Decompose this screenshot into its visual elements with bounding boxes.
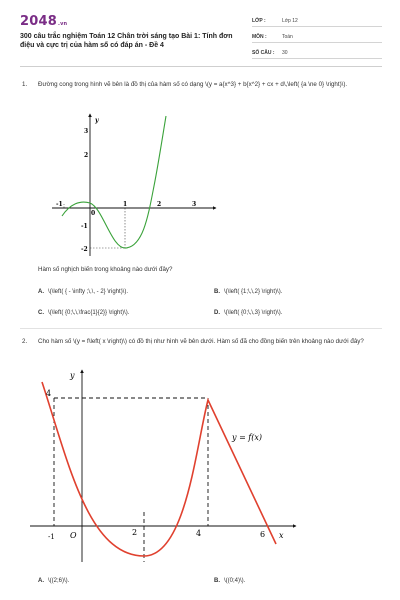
q1-option-a[interactable] bbox=[38, 289, 128, 295]
q1-option-b[interactable] bbox=[214, 289, 282, 295]
q1-curve bbox=[62, 116, 166, 248]
meta-subject-row bbox=[252, 30, 382, 43]
q1-x-tick-2: 2 bbox=[157, 201, 162, 208]
q2-x-tick-2: 2 bbox=[132, 528, 138, 537]
q1-x-tick-minus1: -1 bbox=[56, 201, 63, 208]
q2-x-tick-4: 4 bbox=[196, 529, 202, 538]
q2-origin-label: O bbox=[70, 531, 77, 540]
document-title: 300 câu trắc nghiệm Toán 12 Chân trời sáng tạo Bài 1: Tính đơn điệu và cực trị của hàm số có đáp án - Đề 4 bbox=[20, 33, 233, 49]
q2-curve bbox=[42, 382, 276, 556]
q1-y-tick-minus1: -1 bbox=[81, 223, 88, 230]
meta-class-value: Lớp 12 bbox=[282, 18, 298, 24]
q2-option-a-letter: A. bbox=[38, 578, 44, 584]
q1-option-d-letter: D. bbox=[214, 310, 220, 316]
meta-class-label: LỚP : bbox=[252, 18, 266, 24]
meta-count-row bbox=[252, 46, 382, 59]
q2-curve-label: y = f(x) bbox=[232, 433, 263, 442]
question-2-number: 2. bbox=[22, 338, 28, 345]
q1-option-b-text: \(\left( {1;\,\,2} \right)\). bbox=[224, 289, 283, 295]
meta-count-label: SỐ CÂU : bbox=[252, 50, 275, 56]
q1-y-tick-2: 2 bbox=[84, 152, 89, 159]
q2-y-axis-label: y bbox=[70, 371, 75, 380]
q2-option-a[interactable] bbox=[38, 578, 69, 584]
site-logo[interactable] bbox=[20, 14, 67, 29]
q1-y-tick-3: 3 bbox=[84, 128, 89, 135]
q1-option-d[interactable] bbox=[214, 310, 282, 316]
q2-x-axis-label: x bbox=[279, 531, 284, 540]
logo-suffix: .vn bbox=[57, 21, 68, 27]
q2-x-tick-6: 6 bbox=[260, 530, 266, 539]
question-divider bbox=[20, 328, 382, 329]
question-1-number: 1. bbox=[22, 81, 28, 88]
q2-option-b-text: \((0;4)\). bbox=[224, 578, 246, 584]
q1-option-c-letter: C. bbox=[38, 310, 44, 316]
document-meta bbox=[252, 14, 382, 62]
meta-subject-value: Toán bbox=[282, 34, 293, 40]
logo-text: 2048 bbox=[20, 14, 57, 29]
q2-option-b[interactable] bbox=[214, 578, 245, 584]
q1-option-a-letter: A. bbox=[38, 289, 44, 295]
q1-option-c[interactable] bbox=[38, 310, 129, 316]
q1-option-b-letter: B. bbox=[214, 289, 220, 295]
q1-option-c-text: \(\left( {0;\,\,\frac{1}{2}} \right)\). bbox=[48, 310, 130, 316]
header-divider bbox=[20, 66, 382, 67]
meta-count-value: 30 bbox=[282, 50, 288, 56]
q1-option-a-text: \(\left( { - \infty ;\,\, - 2} \right)\). bbox=[48, 289, 129, 295]
q2-x-tick-minus1: -1 bbox=[48, 533, 55, 541]
question-2-graph bbox=[28, 366, 300, 564]
question-1-graph bbox=[48, 112, 220, 260]
q1-x-tick-3: 3 bbox=[192, 201, 197, 208]
question-1-text: Đường cong trong hình vẽ bên là đồ thị của hàm số có dạng \(y = a{x^3} + b{x^2} + cx + d\,\left( {a \ne 0} \right)\). bbox=[38, 81, 348, 88]
q1-x-tick-1: 1 bbox=[123, 201, 128, 208]
q2-option-b-letter: B. bbox=[214, 578, 220, 584]
q1-y-tick-minus2: -2 bbox=[81, 246, 88, 253]
question-2-text: Cho hàm số \(y = f\left( x \right)\) có đồ thị như hình vẽ bên dưới. Hàm số đã cho đồng biến trên khoảng nào dưới đây? bbox=[38, 338, 364, 345]
meta-class-row bbox=[252, 14, 382, 27]
q1-option-d-text: \(\left( {0;\,\,3} \right)\). bbox=[224, 310, 283, 316]
q2-y-tick-4: 4 bbox=[46, 389, 52, 398]
question-1-prompt: Hàm số nghịch biến trong khoảng nào dưới đây? bbox=[38, 266, 173, 273]
q2-option-a-text: \((2;6)\). bbox=[48, 578, 70, 584]
q1-x-tick-0: 0 bbox=[91, 210, 96, 217]
q1-y-axis-label: y bbox=[95, 117, 99, 124]
meta-subject-label: MÔN : bbox=[252, 34, 267, 40]
